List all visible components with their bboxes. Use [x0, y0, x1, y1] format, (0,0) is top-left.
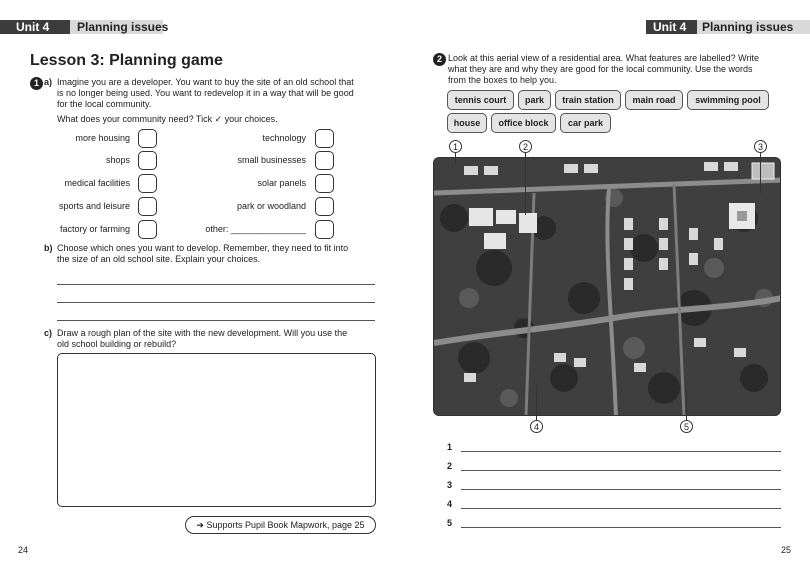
page-number-right: 25 — [781, 545, 792, 555]
word-box-office-block: office block — [491, 113, 556, 133]
option-sports-and-leisure: sports and leisure — [58, 201, 130, 211]
option-solar-panels: solar panels — [257, 178, 306, 188]
leader-line-2 — [525, 153, 526, 215]
callout-3: 3 — [754, 140, 767, 153]
q2-text-line: what they are and why they are good for the local community. Use the words — [448, 64, 753, 74]
option-technology: technology — [262, 133, 306, 143]
right-topic-label: Planning issues — [702, 20, 794, 34]
answer-line-5[interactable] — [461, 527, 781, 528]
word-box-train-station: train station — [555, 90, 621, 110]
page-number-left: 24 — [18, 545, 29, 555]
q1a-prompt: What does your community need? Tick ✓ your choices. — [57, 114, 278, 124]
lesson-title: Lesson 3: Planning game — [30, 52, 223, 69]
tick-box-other[interactable] — [315, 220, 334, 239]
tick-box-small-businesses[interactable] — [315, 151, 334, 170]
answer-number-1: 1 — [447, 442, 453, 452]
q2-text-line: from the boxes to help you. — [448, 75, 557, 85]
q2-text — [448, 53, 793, 86]
q1a-text-line: Imagine you are a developer. You want to buy the site of an old school that — [57, 77, 354, 87]
q1c-label: c) — [44, 328, 53, 338]
tick-box-solar-panels[interactable] — [315, 174, 334, 193]
aerial-photo-graphic — [434, 158, 781, 416]
word-box-swimming-pool: swimming pool — [687, 90, 769, 110]
answer-line[interactable] — [57, 302, 375, 303]
leader-line-3 — [760, 153, 761, 193]
q1a-text-line: for the local community. — [57, 99, 152, 109]
tick-box-shops[interactable] — [138, 151, 157, 170]
answer-number-3: 3 — [447, 480, 453, 490]
q2-text-line: Look at this aerial view of a residential area. What features are labelled? Write — [448, 53, 759, 63]
tick-box-technology[interactable] — [315, 129, 334, 148]
word-box-house: house — [447, 113, 487, 133]
tick-box-park-or-woodland[interactable] — [315, 197, 334, 216]
answer-line[interactable] — [57, 320, 375, 321]
answer-line-3[interactable] — [461, 489, 781, 490]
answer-number-4: 4 — [447, 499, 453, 509]
callout-1: 1 — [449, 140, 462, 153]
option-medical-facilities: medical facilities — [64, 178, 130, 188]
q1c-text — [57, 328, 377, 350]
q1a-text — [57, 77, 377, 110]
aerial-photo — [433, 157, 781, 416]
word-box-main-road: main road — [625, 90, 683, 110]
question-1-number: 1 — [30, 77, 43, 90]
option-factory-or-farming: factory or farming — [59, 224, 130, 234]
word-box-tennis-court: tennis court — [447, 90, 514, 110]
answer-line-2[interactable] — [461, 470, 781, 471]
q1b-text-line: the size of an old school site. Explain your choices. — [57, 254, 261, 264]
q1c-text-line: old school building or rebuild? — [57, 339, 177, 349]
tick-box-factory-or-farming[interactable] — [138, 220, 157, 239]
option-more-housing: more housing — [75, 133, 130, 143]
q1b-label: b) — [44, 243, 53, 253]
left-topic-label: Planning issues — [77, 20, 169, 34]
left-unit-tag: Unit 4 — [0, 20, 70, 34]
option-shops: shops — [105, 155, 130, 165]
right-unit-tag: Unit 4 — [646, 20, 697, 34]
q1a-text-line: is no longer being used. You want to redevelop it in a way that will be good — [57, 88, 354, 98]
answer-line[interactable] — [57, 284, 375, 285]
pupil-book-reference: ➜ Supports Pupil Book Mapwork, page 25 — [185, 516, 376, 534]
word-box-park: park — [518, 90, 551, 110]
option-park-or-woodland: park or woodland — [236, 201, 306, 211]
word-box-car-park: car park — [560, 113, 611, 133]
callout-4: 4 — [530, 420, 543, 433]
leader-line-1 — [455, 153, 456, 165]
tick-box-sports-and-leisure[interactable] — [138, 197, 157, 216]
leader-line-4 — [536, 385, 537, 421]
option-other: other: _______________ — [205, 224, 306, 234]
tick-box-more-housing[interactable] — [138, 129, 157, 148]
callout-2: 2 — [519, 140, 532, 153]
answer-number-2: 2 — [447, 461, 453, 471]
leader-line-5 — [686, 390, 687, 421]
answer-number-5: 5 — [447, 518, 453, 528]
answer-line-1[interactable] — [461, 451, 781, 452]
q1c-text-line: Draw a rough plan of the site with the new development. Will you use the — [57, 328, 348, 338]
callout-5: 5 — [680, 420, 693, 433]
tick-box-medical-facilities[interactable] — [138, 174, 157, 193]
q1b-text-line: Choose which ones you want to develop. Remember, they need to fit into — [57, 243, 349, 253]
q1b-text — [57, 243, 377, 265]
drawing-box[interactable] — [57, 353, 376, 507]
answer-line-4[interactable] — [461, 508, 781, 509]
question-2-number: 2 — [433, 53, 446, 66]
q1a-label: a) — [44, 77, 53, 87]
option-small-businesses: small businesses — [237, 155, 306, 165]
